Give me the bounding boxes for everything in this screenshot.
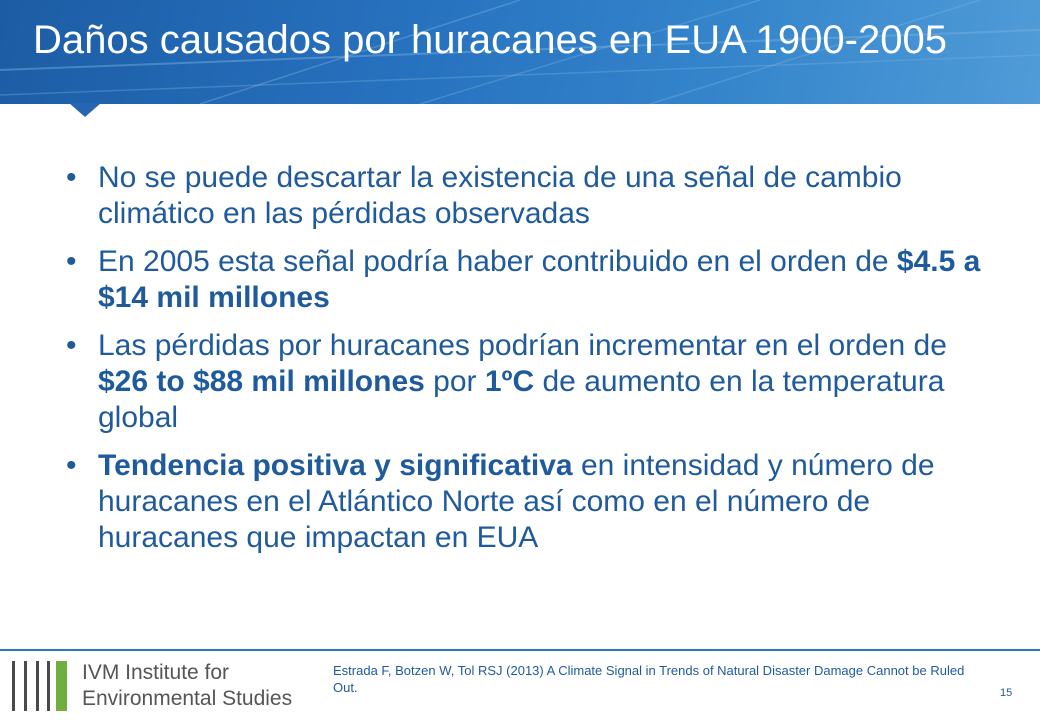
ivm-logo-bars-icon <box>12 661 72 711</box>
bullet-text-bold: Tendencia positiva y significativa <box>98 449 573 482</box>
bullet-text: por <box>424 365 485 398</box>
bullet-item <box>66 328 986 436</box>
bullet-dot-icon: • <box>66 245 77 278</box>
bullet-item <box>66 160 986 232</box>
header-notch <box>69 103 101 117</box>
bullet-dot-icon: • <box>66 329 77 362</box>
bullet-dot-icon: • <box>66 161 77 194</box>
page-number: 15 <box>1000 687 1013 699</box>
bullet-text-bold: $4.5 a $14 mil millones <box>98 245 981 314</box>
bullet-list <box>66 160 986 568</box>
bullet-item <box>66 448 986 556</box>
bullet-dot-icon: • <box>66 449 77 482</box>
footer-divider <box>0 649 1040 651</box>
bullet-text: en intensidad y número de huracanes en el Atlántico Norte así como en el número de huracanes que impactan en EUA <box>98 449 935 554</box>
bullet-text: de aumento en la temperatura global <box>98 365 945 434</box>
logo-text-line1: IVM Institute for <box>82 661 230 684</box>
bullet-text-bold: 1ºC <box>484 365 535 398</box>
bullet-text: Las pérdidas por huracanes podrían incrementar en el orden de <box>98 329 947 362</box>
bullet-text: No se puede descartar la existencia de una señal de cambio climático en las pérdidas observadas <box>98 161 902 230</box>
ivm-logo <box>12 661 312 711</box>
logo-text-line2: Environmental Studies <box>82 687 293 710</box>
citation: Estrada F, Botzen W, Tol RSJ (2013) A Climate Signal in Trends of Natural Disaster Damage Cannot be Ruled Out. <box>333 663 965 695</box>
bullet-text-bold: $26 to $88 mil millones <box>98 365 425 398</box>
header-banner <box>0 0 1040 104</box>
bullet-text: En 2005 esta señal podría haber contribuido en el orden de <box>98 245 897 278</box>
bullet-item <box>66 244 986 316</box>
slide-title: Daños causados por huracanes en EUA 1900-2005 <box>33 18 947 62</box>
